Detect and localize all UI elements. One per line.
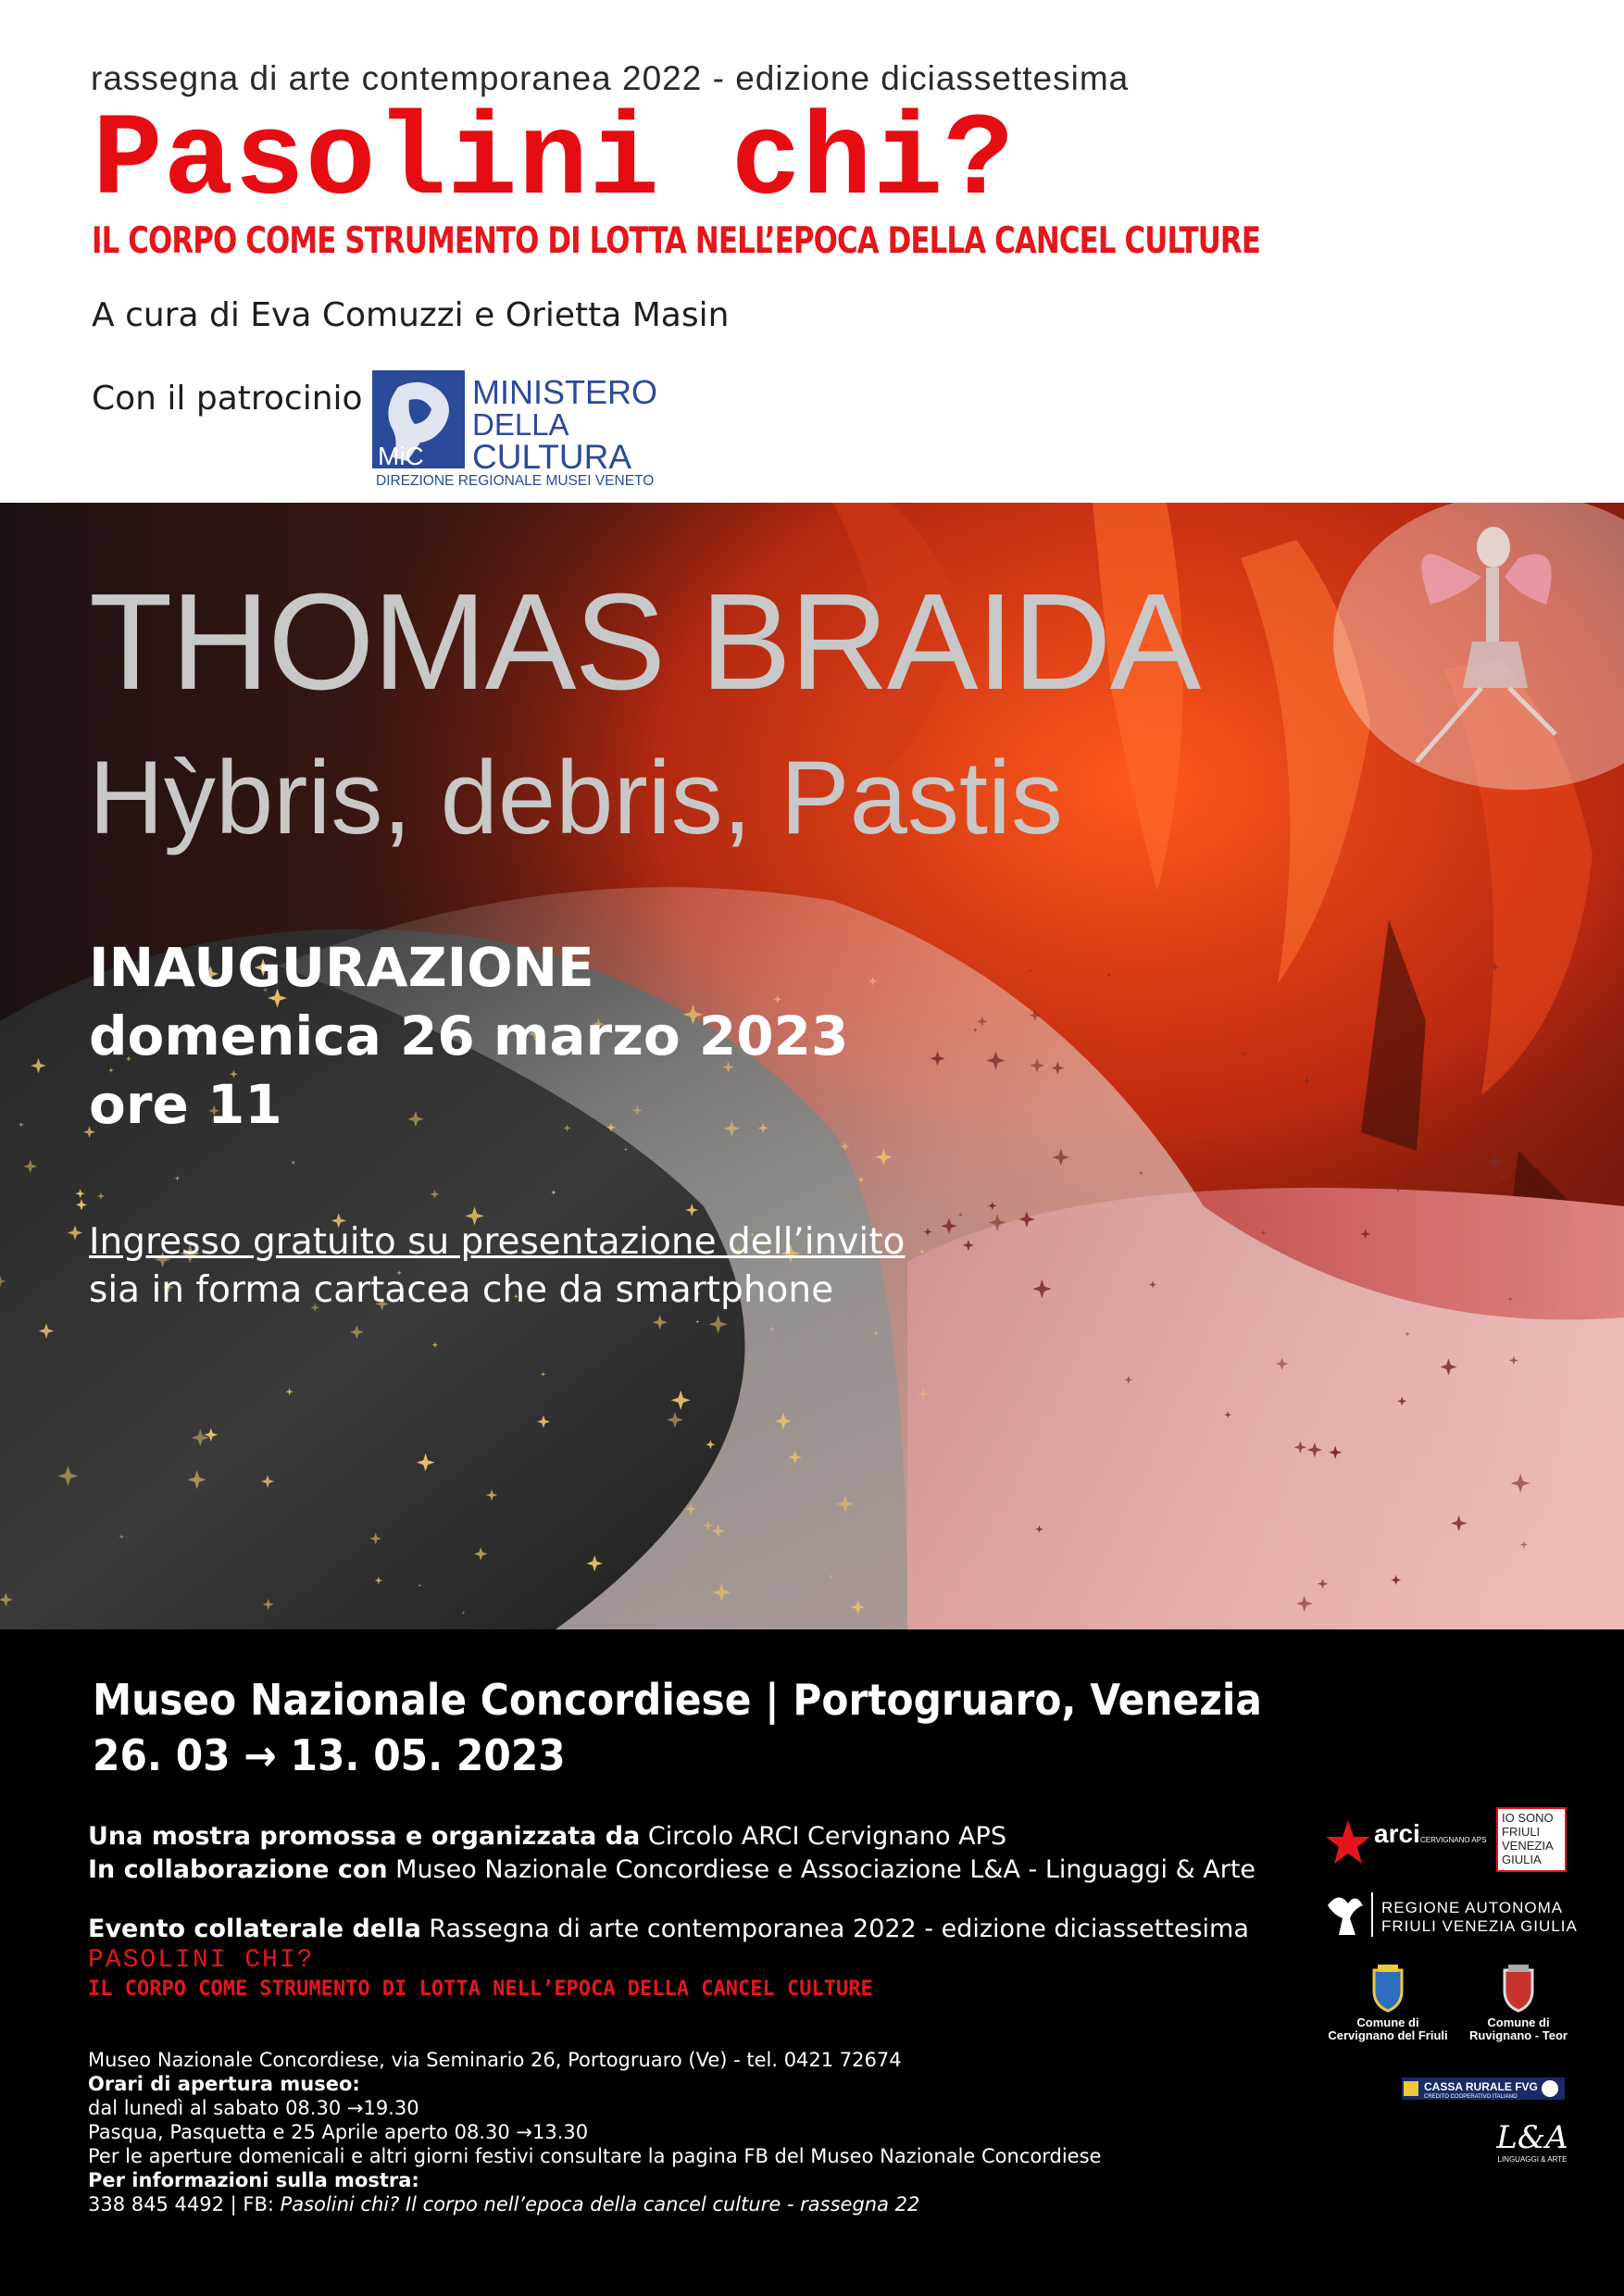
collab-value: Museo Nazionale Concordiese e Associazione L&A - Linguaggi & Arte xyxy=(387,1855,1256,1884)
exhibition-dates: 26. 03 → 13. 05. 2023 xyxy=(93,1730,566,1780)
cassa-rurale-logo xyxy=(1400,2074,1567,2105)
svg-text:REGIONE AUTONOMA: REGIONE AUTONOMA xyxy=(1381,1899,1564,1916)
crest-icon xyxy=(1495,1963,1542,2013)
inauguration-time: ore 11 xyxy=(89,1073,282,1136)
svg-text:CREDITO COOPERATIVO ITALIANO: CREDITO COOPERATIVO ITALIANO xyxy=(1424,2094,1518,2100)
curators-text: A cura di Eva Comuzzi e Orietta Masin xyxy=(92,296,730,334)
mic-line2: DELLA xyxy=(472,407,569,442)
io-sono-fvg-logo: IO SONO FRIULI VENEZIA GIULIA xyxy=(1496,1807,1567,1872)
inauguration-date: domenica 26 marzo 2023 xyxy=(89,1004,849,1067)
ministero-cultura-logo xyxy=(370,368,676,491)
svg-text:arci: arci xyxy=(1374,1819,1420,1848)
mic-line1: MINISTERO xyxy=(472,373,658,411)
collateral-subtitle: IL CORPO COME STRUMENTO DI LOTTA NELL’EPOCA DELLA CANCEL CULTURE xyxy=(88,1978,873,2001)
inauguration-block xyxy=(89,933,848,1139)
event-value: Rassegna di arte contemporanea 2022 - edizione diciassettesima xyxy=(420,1915,1249,1943)
arci-logo xyxy=(1324,1807,1487,1872)
holidays-note: Per le aperture domenicali e altri giorni festivi consultare la pagina FB del Museo Nazionale Concordiese xyxy=(88,2145,1102,2167)
entry-note xyxy=(89,1218,905,1315)
museum-info xyxy=(88,2048,1101,2216)
svg-text:FRIULI VENEZIA GIULIA: FRIULI VENEZIA GIULIA xyxy=(1381,1917,1578,1935)
hours-easter: Pasqua, Pasquetta e 25 Aprile aperto 08.30 →13.30 xyxy=(88,2121,589,2143)
crest-icon xyxy=(1365,1963,1411,2013)
promo-label: Una mostra promossa e organizzata da xyxy=(88,1822,641,1851)
mic-line4: DIREZIONE REGIONALE MUSEI VENETO xyxy=(376,473,655,489)
contact-phone: 338 845 4492 | FB: xyxy=(88,2193,281,2215)
info-label: Per informazioni sulla mostra: xyxy=(88,2169,419,2191)
contact-fb: Pasolini chi? Il corpo nell’epoca della cancel culture - rassegna 22 xyxy=(280,2193,920,2215)
hours-label: Orari di apertura museo: xyxy=(88,2073,360,2095)
event-title: Pasolini chi? xyxy=(93,95,1015,228)
collateral-title: PASOLINI CHI? xyxy=(88,1946,315,1975)
event-subtitle: IL CORPO COME STRUMENTO DI LOTTA NELL’EPOCA DELLA CANCEL CULTURE xyxy=(92,220,1261,262)
svg-text:CASSA RURALE FVG: CASSA RURALE FVG xyxy=(1424,2080,1538,2093)
address-text: Museo Nazionale Concordiese, via Seminario 26, Portogruaro (Ve) - tel. 0421 72674 xyxy=(88,2049,902,2071)
mic-line3: CULTURA xyxy=(472,438,631,476)
promo-value: Circolo ARCI Cervignano APS xyxy=(640,1822,1006,1851)
hours-weekdays: dal lunedì al sabato 08.30 →19.30 xyxy=(88,2097,419,2119)
inauguration-label: INAUGURAZIONE xyxy=(89,936,594,999)
artist-name: THOMAS BRAIDA xyxy=(89,566,1200,718)
venue-block xyxy=(93,1672,1262,1783)
collab-label: In collaborazione con xyxy=(88,1855,388,1884)
svg-text:CERVIGNANO APS: CERVIGNANO APS xyxy=(1420,1836,1487,1844)
la-linguaggi-arte-logo: L&A LINGUAGGI & ARTE xyxy=(1496,2119,1568,2164)
comune-teor-logo: Comune di Ruvignano - Teor xyxy=(1463,1963,1574,2046)
entry-line2: sia in forma cartacea che da smartphone xyxy=(89,1269,834,1311)
regione-fvg-logo xyxy=(1320,1887,1578,1942)
patronage-label: Con il patrocinio xyxy=(92,380,363,418)
event-label: Evento collaterale della xyxy=(88,1915,421,1943)
venue-name: Museo Nazionale Concordiese | Portogruaro, Venezia xyxy=(93,1675,1262,1725)
entry-line1: Ingresso gratuito su presentazione dell’invito xyxy=(89,1221,906,1263)
comune-cervignano-logo: Comune di Cervignano del Friuli xyxy=(1328,1963,1448,2046)
exhibition-title: Hỳbris, debris, Pastis xyxy=(89,740,1063,855)
mic-abbr: MiC xyxy=(378,442,424,470)
kicker-text: rassegna di arte contemporanea 2022 - edizione diciassettesima xyxy=(91,59,1130,97)
credits-block xyxy=(88,1820,1255,1946)
